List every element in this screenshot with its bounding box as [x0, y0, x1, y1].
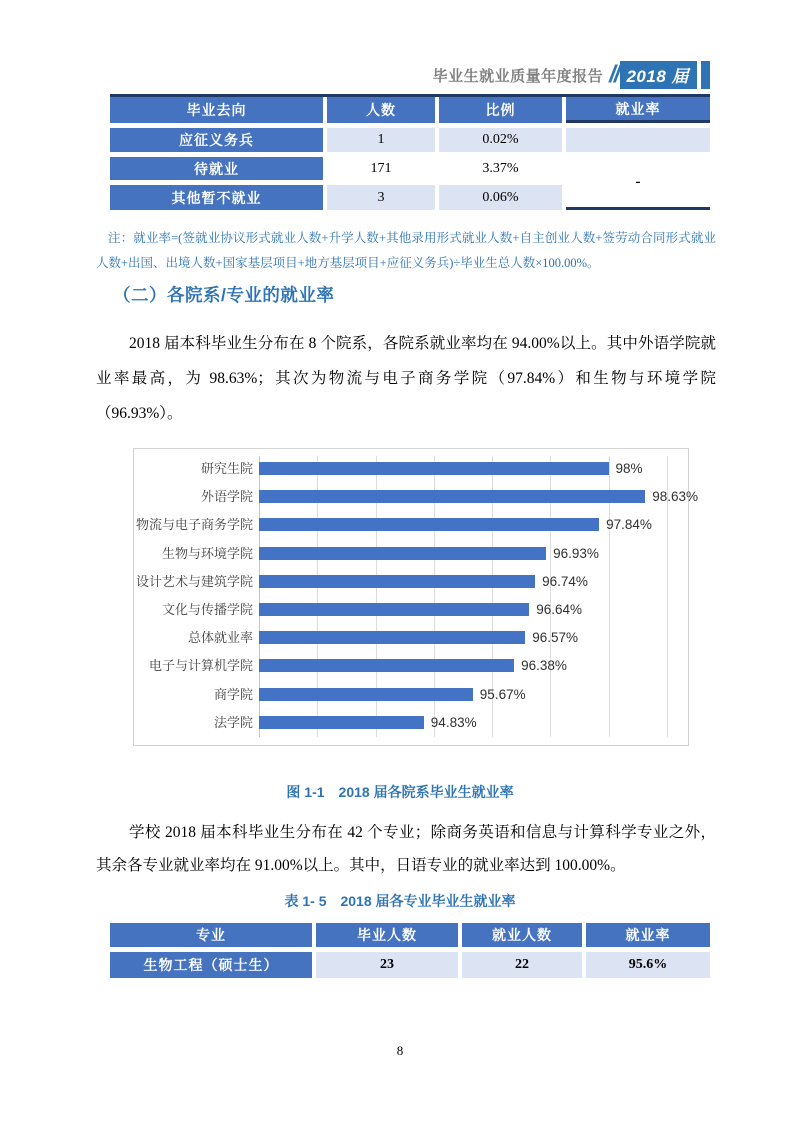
table-header-cell: 毕业去向 [110, 97, 323, 123]
employed-cell: 22 [462, 952, 582, 978]
page-header [433, 60, 710, 90]
chart-value-label: 96.93% [553, 545, 599, 561]
figure-caption: 图 1-1 2018 届各院系毕业生就业率 [286, 784, 514, 800]
page-number: 8 [396, 1043, 404, 1058]
chart-value-label: 94.83% [430, 714, 477, 730]
count-cell: 171 [327, 157, 435, 180]
ratio-cell: 0.02% [439, 128, 562, 152]
table-header-cell: 毕业人数 [316, 923, 458, 947]
chart-value-label: 96.74% [542, 573, 588, 589]
chart-row [134, 709, 688, 737]
chart-row [134, 483, 698, 511]
chart-category-label: 总体就业率 [187, 630, 253, 646]
rate-cell: 95.6% [586, 952, 710, 978]
destination-table [110, 94, 710, 210]
employment-rate-bar-chart [133, 448, 698, 746]
chart-bar [259, 603, 529, 616]
row-label-cell: 待就业 [110, 157, 323, 180]
table-caption: 表 1- 5 2018 届各专业毕业生就业率 [284, 893, 516, 909]
table-header-cell: 专业 [110, 923, 312, 947]
chart-row [134, 596, 688, 624]
section-heading: （二）各院系/专业的就业率 [113, 285, 335, 305]
table-header-cell: 比例 [439, 97, 562, 123]
chart-row [134, 568, 688, 596]
employment-rate-footnote: 注：就业率=(签就业协议形式就业人数+升学人数+其他录用形式就业人数+自主创业人数+签劳动合同形式就业人数+出国、出境人数+国家基层项目+地方基层项目+应征义务兵)÷毕业生总人数×100.00%。 [96, 231, 716, 270]
chart-row [134, 540, 688, 568]
chart-category-label: 文化与传播学院 [161, 602, 253, 617]
major-rate-table [110, 923, 710, 978]
row-label-cell: 其他暂不就业 [110, 185, 323, 210]
table-header-cell: 就业人数 [462, 923, 582, 947]
table-header-cell: 就业率 [586, 923, 710, 947]
chart-category-label: 法学院 [213, 714, 253, 730]
chart-category-label: 电子与计算机学院 [148, 658, 253, 674]
chart-bar [259, 688, 473, 701]
row-label-cell: 应征义务兵 [110, 128, 323, 152]
body-paragraph: 学校 2018 届本科毕业生分布在 42 个专业；除商务英语和信息与计算科学专业之外，其余各专业就业率均在 91.00%以上。其中，日语专业的就业率达到 100.00%。 [96, 824, 716, 874]
chart-bar [259, 518, 599, 531]
table-header-cell: 就业率 [566, 97, 710, 123]
chart-value-label: 96.57% [532, 630, 578, 646]
chart-row [134, 511, 688, 539]
chart-row [134, 455, 688, 483]
rate-empty-cell [566, 128, 710, 152]
chart-bar [259, 575, 535, 588]
count-cell: 1 [327, 128, 435, 152]
chart-value-label: 96.38% [521, 658, 567, 674]
ratio-cell: 3.37% [439, 157, 562, 180]
chart-bar [259, 631, 525, 644]
row-label-cell: 生物工程（硕士生） [110, 952, 312, 978]
year-badge: 2018 届 [620, 61, 697, 89]
table-header-cell: 人数 [327, 97, 435, 123]
chart-value-label: 96.64% [536, 602, 582, 617]
chart-category-label: 外语学院 [200, 489, 253, 505]
chart-value-label: 98% [615, 461, 643, 476]
chart-bar [259, 462, 609, 475]
chart-category-label: 生物与环境学院 [161, 545, 253, 561]
chart-bar [259, 547, 546, 560]
chart-category-label: 研究生院 [200, 461, 253, 476]
chart-row [134, 652, 688, 680]
chart-category-label: 商学院 [213, 686, 253, 702]
chart-bar [259, 490, 645, 503]
chart-bar [259, 716, 424, 729]
chart-value-label: 98.63% [652, 489, 698, 505]
ratio-cell: 0.06% [439, 185, 562, 210]
rate-merged-cell: - [566, 157, 710, 210]
chart-category-label: 物流与电子商务学院 [135, 517, 253, 533]
chart-category-label: 设计艺术与建筑学院 [135, 573, 253, 589]
header-accent-block [701, 61, 710, 89]
page-header-title: 毕业生就业质量年度报告 [432, 67, 604, 85]
chart-bar [259, 659, 514, 672]
header-slash-decoration: // [609, 61, 619, 88]
chart-row [134, 624, 688, 652]
chart-value-label: 97.84% [606, 517, 652, 533]
body-paragraph: 2018 届本科毕业生分布在 8 个院系，各院系就业率均在 94.00%以上。其中外语学院就业率最高，为 98.63%；其次为物流与电子商务学院（97.84%）和生物与环境学院（96.93%）。 [96, 335, 716, 422]
chart-row [134, 681, 688, 709]
graduates-cell: 23 [316, 952, 458, 978]
chart-value-label: 95.67% [479, 686, 526, 702]
count-cell: 3 [327, 185, 435, 210]
